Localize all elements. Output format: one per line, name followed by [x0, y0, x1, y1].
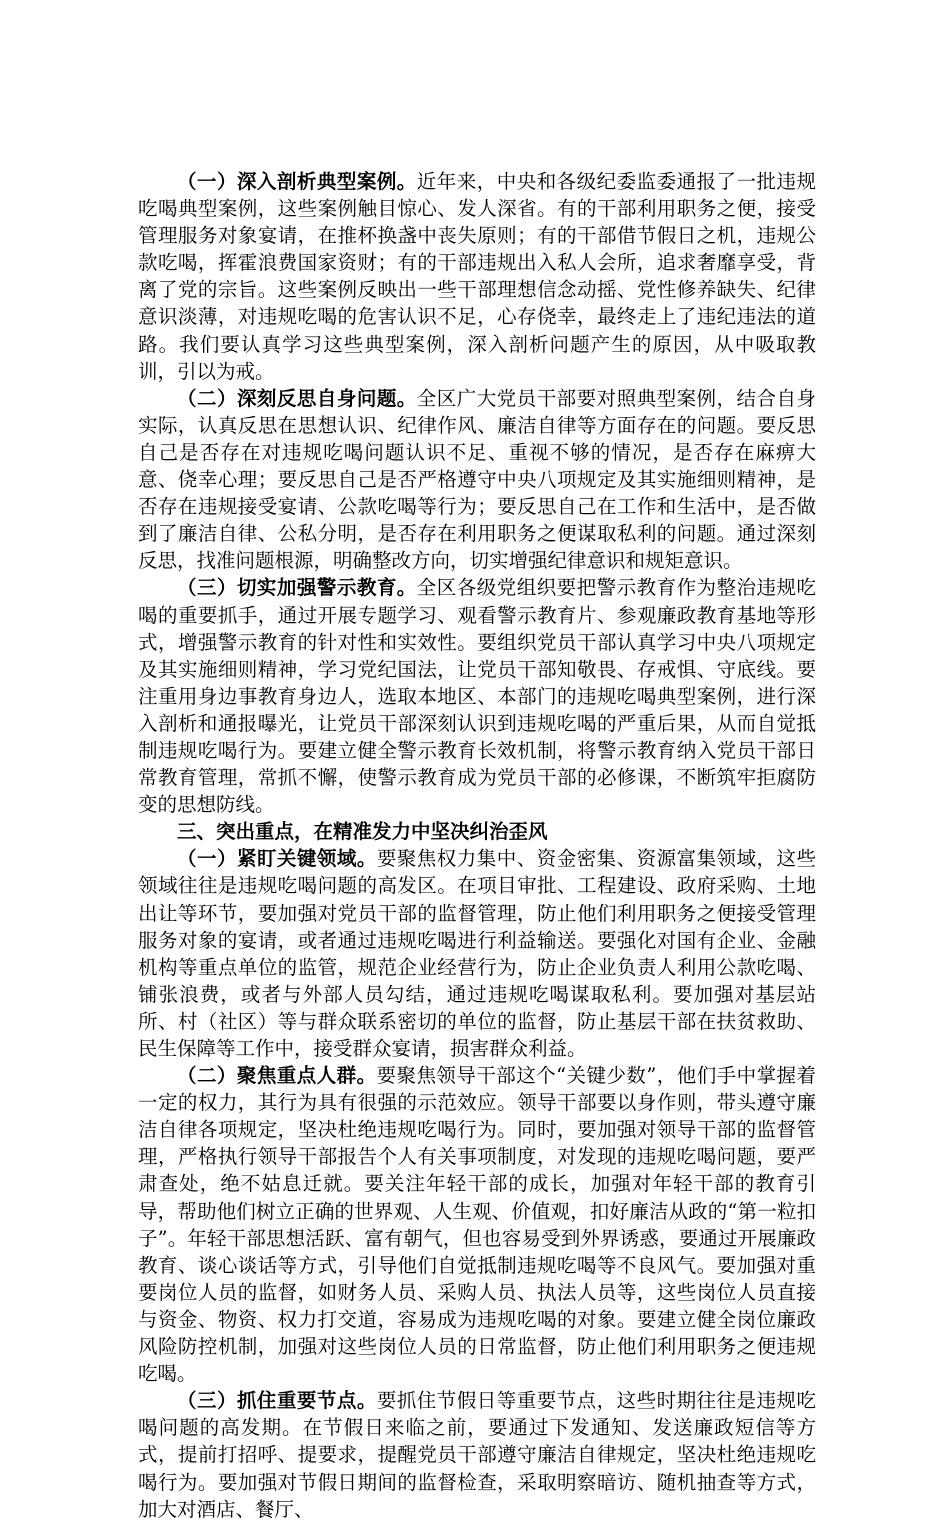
paragraph-text: 全区广大党员干部要对照典型案例，结合自身实际，认真反思在思想认识、纪律作风、廉洁自律等方面存在的问题。要反思自己是否存在对违规吃喝问题认识不足、重视不够的情况，是否存在麻痹大意、侥幸心理；要反思自己是否严格遵守中央八项规定及其实施细则精神，是否存在违规接受宴请、公款吃喝等行为；要反思自己在工作和生活中，是否做到了廉洁自律、公私分明，是否存在利用职务之便谋取私利的问题。通过深刻反思，找准问题根源，明确整改方向，切实增强纪律意识和规矩意识。: [138, 386, 816, 573]
paragraph-key-periods: [138, 1387, 816, 1522]
paragraph-text: 要抓住节假日等重要节点，这些时期往往是违规吃喝问题的高发期。在节假日来临之前，要通过下发通知、发送廉政短信等方式，提前打招呼、提要求，提醒党员干部遵守廉洁自律规定，坚决杜绝违规吃喝行为。要加强对节假日期间的监督检查，采取明察暗访、随机抽查等方式，加大对酒店、餐厅、: [138, 1389, 816, 1521]
paragraph-key-areas: [138, 845, 816, 1062]
document-page: [138, 168, 816, 1523]
paragraph-text: 要聚焦领导干部这个“关键少数”，他们手中掌握着一定的权力，其行为具有很强的示范效应。领导干部要以身作则，带头遵守廉洁自律各项规定，坚决杜绝违规吃喝行为。同时，要加强对领导干部的监督管理，严格执行领导干部报告个人有关事项制度，对发现的违规吃喝问题，要严肃查处，绝不姑息迁就。要关注年轻干部的成长，加强对年轻干部的教育引导，帮助他们树立正确的世界观、人生观、价值观，扣好廉洁从政的“第一粒扣子”。年轻干部思想活跃、富有朝气，但也容易受到外界诱惑，要通过开展廉政教育、谈心谈话等方式，引导他们自觉抵制违规吃喝等不良风气。要加强对重要岗位人员的监督，如财务人员、采购人员、执法人员等，这些岗位人员直接与资金、物资、权力打交道，容易成为违规吃喝的对象。要建立健全岗位廉政风险防控机制，加强对这些岗位人员的日常监督，防止他们利用职务之便违规吃喝。: [138, 1064, 816, 1386]
paragraph-text: 要聚焦权力集中、资金密集、资源富集领域，这些领域往往是违规吃喝问题的高发区。在项目审批、工程建设、政府采购、土地出让等环节，要加强对党员干部的监督管理，防止他们利用职务之便接受管理服务对象的宴请，或者通过违规吃喝进行利益输送。要强化对国有企业、金融机构等重点单位的监管，规范企业经营行为，防止企业负责人利用公款吃喝、铺张浪费，或者与外部人员勾结，通过违规吃喝谋取私利。要加强对基层站所、村（社区）等与群众联系密切的单位的监督，防止基层干部在扶贫救助、民生保障等工作中，接受群众宴请，损害群众利益。: [138, 847, 816, 1060]
paragraph-lead: （三）切实加强警示教育。: [177, 576, 417, 600]
paragraph-lead: （二）聚焦重点人群。: [177, 1064, 377, 1088]
paragraph-lead: （三）抓住重要节点。: [177, 1389, 377, 1413]
paragraph-lead: （一）深入剖析典型案例。: [177, 170, 417, 193]
paragraph-text: 全区各级党组织要把警示教育作为整治违规吃喝的重要抓手，通过开展专题学习、观看警示教育片、参观廉政教育基地等形式，增强警示教育的针对性和实效性。要组织党员干部认真学习中央八项规定及其实施细则精神，学习党纪国法，让党员干部知敬畏、存戒惧、守底线。要注重用身边事教育身边人，选取本地区、本部门的违规吃喝典型案例，进行深入剖析和通报曝光，让党员干部深刻认识到违规吃喝的严重后果，从而自觉抵制违规吃喝行为。要建立健全警示教育长效机制，将警示教育纳入党员干部日常教育管理，常抓不懈，使警示教育成为党员干部的必修课，不断筑牢拒腐防变的思想防线。: [138, 576, 816, 817]
paragraph-text: 近年来，中央和各级纪委监委通报了一批违规吃喝典型案例，这些案例触目惊心、发人深省。有的干部利用职务之便，接受管理服务对象宴请，在推杯换盏中丧失原则；有的干部借节假日之机，违规公款吃喝，挥霍浪费国家资财；有的干部违规出入私人会所，追求奢靡享受，背离了党的宗旨。这些案例反映出一些干部理想信念动摇、党性修养缺失、纪律意识淡薄，对违规吃喝的危害认识不足，心存侥幸，最终走上了违纪违法的道路。我们要认真学习这些典型案例，深入剖析问题产生的原因，从中吸取教训，引以为戒。: [138, 170, 816, 383]
paragraph-lead: （一）紧盯关键领域。: [177, 847, 377, 871]
section-heading: 三、突出重点，在精准发力中坚决纠治歪风: [177, 820, 548, 844]
paragraph-key-groups: [138, 1062, 816, 1387]
paragraph-warning-education: [138, 574, 816, 818]
paragraph-self-reflection: [138, 385, 816, 575]
paragraph-case-analysis: [138, 168, 816, 385]
paragraph-lead: （二）深刻反思自身问题。: [177, 386, 417, 410]
